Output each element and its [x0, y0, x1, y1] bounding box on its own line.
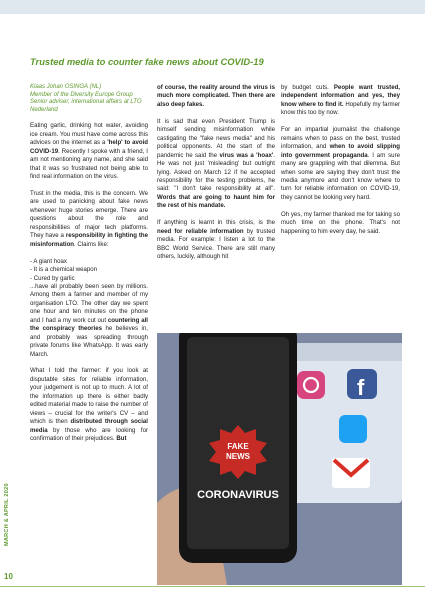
- paragraph: Oh yes, my farmer thanked me for taking so much time on the phone. That's not happening to him every day, he said.: [281, 210, 400, 235]
- paragraph: ...have all probably been seen by millions. Among them a farmer and member of my organisation LTO. The other day we spent one hour and ten minutes on the phone and I had a my work cut out countering all the conspiracy theories he believes in, and probably was spreading through private forums like WhatsApp. It was early March.: [30, 282, 148, 358]
- paragraph: Eating garlic, drinking hot water, avoiding ice cream. You must have come across this advices on the internet as a 'help' to avoid COVID-19. Recently I spoke with a friend, I am not mentioning any name, and she said that it was so frustrated not being able to find real information on the virus.: [30, 122, 148, 181]
- paragraph: If anything is learnt in this crisis, is the need for reliable information by trusted media. For example: I listen a lot to the BBC World Service. There are still many others, luckily, although hit: [157, 219, 275, 261]
- column-2: [157, 84, 275, 270]
- top-bar: [0, 0, 425, 14]
- article-title: Trusted media to counter fake news about COVID-19: [30, 56, 264, 67]
- paragraph: It is sad that even President Trump is himself sending misinformation while castigating the "fake news media" and his political opponents. At the start of the pandemic he said the virus was a 'hoax'. He was not just 'misleading' but outright lying. Asked on March 12 if he accepted responsibility for the testing problems, he said: "I don't take responsibility at all". Words that are going to haunt him for the rest of his mandate.: [157, 117, 275, 210]
- list-item: - It is a chemical weapon: [30, 266, 98, 274]
- list-item: - Cured by garlic: [30, 274, 75, 282]
- bottom-rule: [0, 586, 425, 587]
- column-3: [281, 84, 400, 245]
- paragraph: For an impartial journalist the challenge remains when to pass on the best, trusted information, and when to avoid slipping into government propaganda. I am sure many are grappling with that dilemma. But when some are saying they don't trust the media anymore and don't know where to turn for reliable information on COVID-19, they cannot be looking very hard.: [281, 126, 400, 201]
- photo-fake-news-phone: [157, 333, 402, 585]
- badge-line-2: NEWS: [226, 452, 250, 461]
- badge-line-1: FAKE: [227, 442, 249, 451]
- column-1: [30, 84, 148, 452]
- paragraph: by budget cuts. People want trusted, independent information and yes, they know where to find it. Hopefully my farmer know this too by now.: [281, 84, 401, 117]
- claims-list: [30, 258, 148, 283]
- paragraph: Trust in the media, this is the concern. We are used to panicking about fake news whenever huge stories emerge. There are questions about the role and responsibilities of major tech platforms. They have a responsibility in fighting the misinformation. Claims like:: [30, 189, 149, 248]
- list-item: - A giant hoax: [30, 257, 67, 265]
- paragraph: of course, the reality around the virus is much more complicated. Then there are also deep fakes.: [157, 84, 275, 108]
- author-role-2: Senior adviser, international affairs at LTO: [30, 99, 142, 106]
- issue-date: MARCH & APRIL 2020: [4, 483, 10, 546]
- author-name: Klaas Johan OSINGA (NL): [30, 84, 102, 90]
- coronavirus-caption: CORONAVIRUS: [197, 489, 279, 501]
- paragraph: What I told the farmer: if you look at disputable sites for reliable information, your judgement is not up to much. A lot of the information up there is either badly edited material made to raise the number of views – crucial for the writer's CV – and which is then distributed through social media by those who are looking for confirmation of their prejudices. But: [30, 367, 148, 443]
- page-number: 10: [4, 572, 13, 581]
- svg-text:f: f: [357, 375, 365, 400]
- twitter-icon: [339, 415, 367, 443]
- author-country: Nederland: [30, 106, 58, 113]
- instagram-icon: [297, 371, 325, 399]
- photo-illustration: [157, 333, 402, 585]
- author-role: Member of the Diversity Europe Group: [30, 91, 133, 98]
- author-block: [30, 84, 148, 114]
